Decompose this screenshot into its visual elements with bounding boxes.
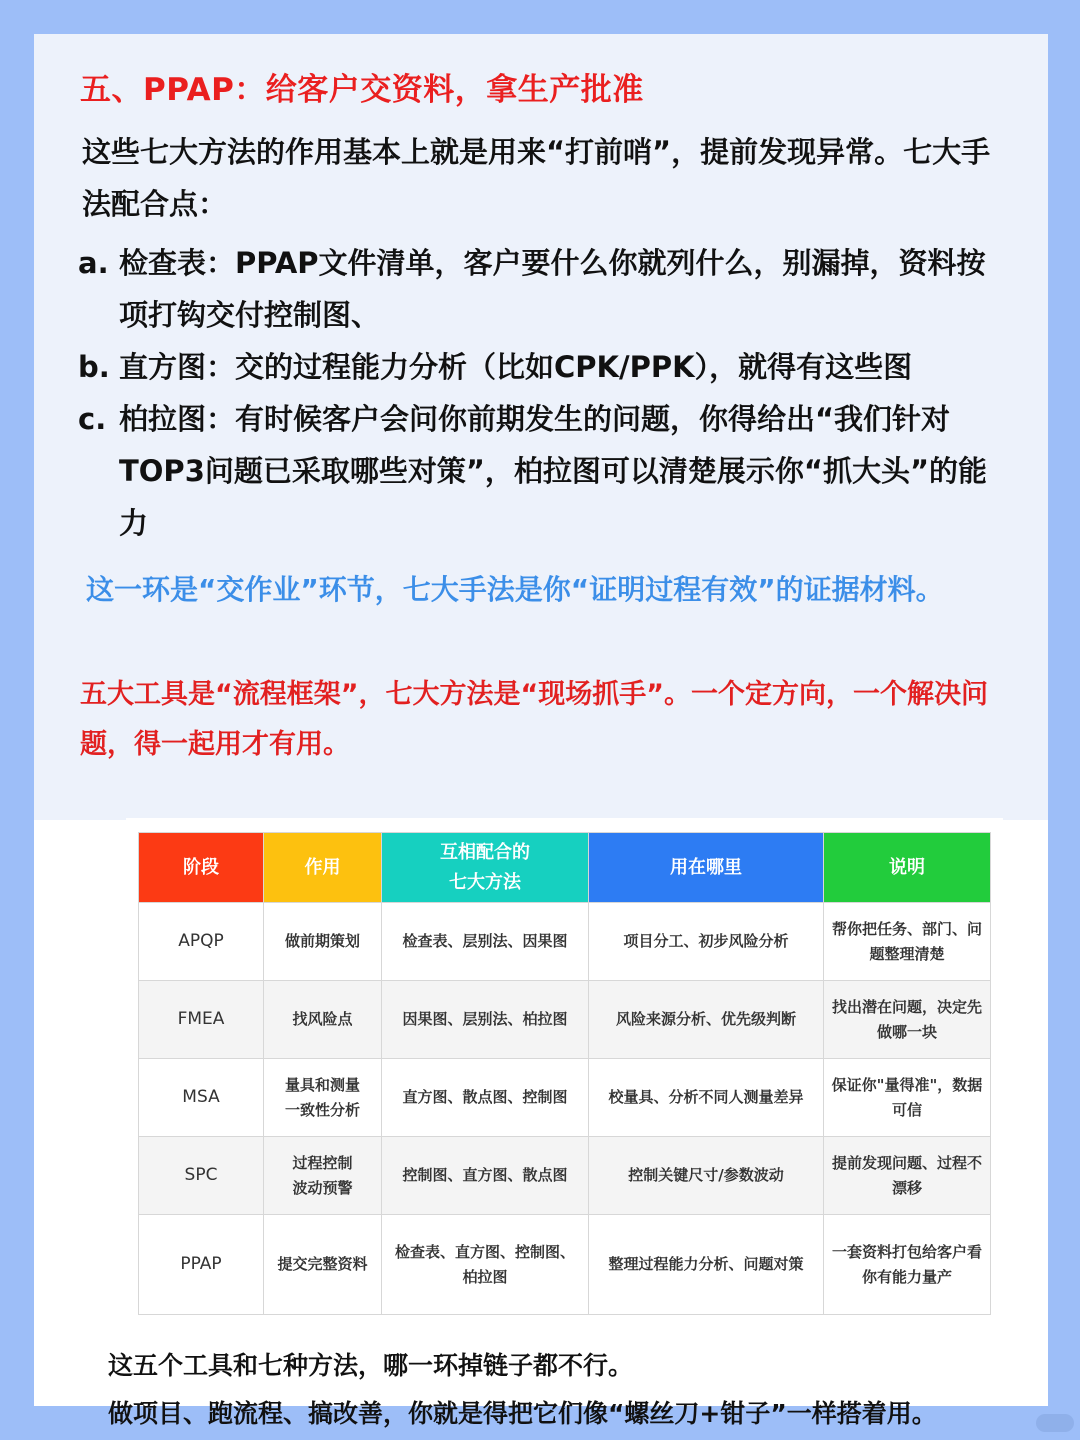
cell-stage: FMEA: [139, 981, 264, 1059]
list-item: [78, 237, 1008, 341]
header-methods-line: 七大方法: [449, 871, 521, 893]
cell-stage: APQP: [139, 903, 264, 981]
cell-stage: PPAP: [139, 1215, 264, 1315]
cell-methods: 直方图、散点图、控制图: [382, 1059, 589, 1137]
cell-stage: MSA: [139, 1059, 264, 1137]
list-marker: c.: [78, 402, 107, 436]
cell-description: 一套资料打包给客户看你有能力量产: [824, 1215, 991, 1315]
list-item-text: 检查表：PPAP文件清单，客户要什么你就列什么，别漏掉，资料按项打钩交付控制图、: [119, 246, 986, 332]
list-item: [78, 341, 1008, 393]
cell-description: 找出潜在问题，决定先做哪一块: [824, 981, 991, 1059]
cell-methods: 控制图、直方图、散点图: [382, 1137, 589, 1215]
table-row: [139, 1215, 991, 1315]
cell-function: 提交完整资料: [264, 1215, 382, 1315]
table-body: [139, 903, 991, 1315]
cell-where-used: 校量具、分析不同人测量差异: [589, 1059, 824, 1137]
cell-function: 做前期策划: [264, 903, 382, 981]
cell-function: 过程控制 波动预警: [264, 1137, 382, 1215]
watermark-badge: [1036, 1414, 1074, 1432]
table-row: [139, 981, 991, 1059]
cell-description: 提前发现问题、过程不漂移: [824, 1137, 991, 1215]
tools-methods-table: [138, 832, 991, 1315]
highlight-note-red: 五大工具是“流程框架”，七大方法是“现场抓手”。一个定方向，一个解决问题，得一起用才有用。: [80, 679, 988, 760]
cell-stage: SPC: [139, 1137, 264, 1215]
list-item: [78, 393, 1008, 549]
header-description: 说明: [824, 833, 991, 903]
cell-methods: 检查表、直方图、控制图、柏拉图: [382, 1215, 589, 1315]
header-stage: 阶段: [139, 833, 264, 903]
list-marker: a.: [78, 246, 109, 280]
tools-methods-table-image: [126, 818, 1003, 1324]
table-row: [139, 1059, 991, 1137]
footer-line-2: 做项目、跑流程、搞改善，你就是得把它们像“螺丝刀+钳子”一样搭着用。: [108, 1399, 937, 1428]
table-row: [139, 1137, 991, 1215]
footer-line-1: 这五个工具和七种方法，哪一环掉链子都不行。: [108, 1351, 634, 1380]
header-methods: [382, 833, 589, 903]
table-row: [139, 903, 991, 981]
cell-description: 保证你"量得准"，数据可信: [824, 1059, 991, 1137]
cell-where-used: 风险来源分析、优先级判断: [589, 981, 824, 1059]
intro-paragraph: 这些七大方法的作用基本上就是用来“打前哨”，提前发现异常。七大手法配合点：: [82, 135, 991, 221]
cell-where-used: 项目分工、初步风险分析: [589, 903, 824, 981]
header-where-used: 用在哪里: [589, 833, 824, 903]
section-heading: 五、PPAP：给客户交资料，拿生产批准: [80, 72, 644, 108]
cell-methods: 检查表、层别法、因果图: [382, 903, 589, 981]
highlight-note-blue: 这一环是“交作业”环节，七大手法是你“证明过程有效”的证据材料。: [86, 573, 944, 606]
method-points-list: [78, 237, 1008, 549]
cell-methods: 因果图、层别法、柏拉图: [382, 981, 589, 1059]
cell-where-used: 控制关键尺寸/参数波动: [589, 1137, 824, 1215]
cell-function: 量具和测量 一致性分析: [264, 1059, 382, 1137]
header-methods-line: 互相配合的: [440, 841, 530, 863]
content-card: [34, 34, 1048, 1428]
cell-description: 帮你把任务、部门、问题整理清楚: [824, 903, 991, 981]
table-header-row: [139, 833, 991, 903]
cell-function: 找风险点: [264, 981, 382, 1059]
header-function: 作用: [264, 833, 382, 903]
cell-where-used: 整理过程能力分析、问题对策: [589, 1215, 824, 1315]
list-marker: b.: [78, 350, 110, 384]
list-item-text: 直方图：交的过程能力分析（比如CPK/PPK），就得有这些图: [119, 350, 913, 384]
list-item-text: 柏拉图：有时候客户会问你前期发生的问题，你得给出“我们针对TOP3问题已采取哪些对策”，柏拉图可以清楚展示你“抓大头”的能力: [119, 402, 988, 540]
